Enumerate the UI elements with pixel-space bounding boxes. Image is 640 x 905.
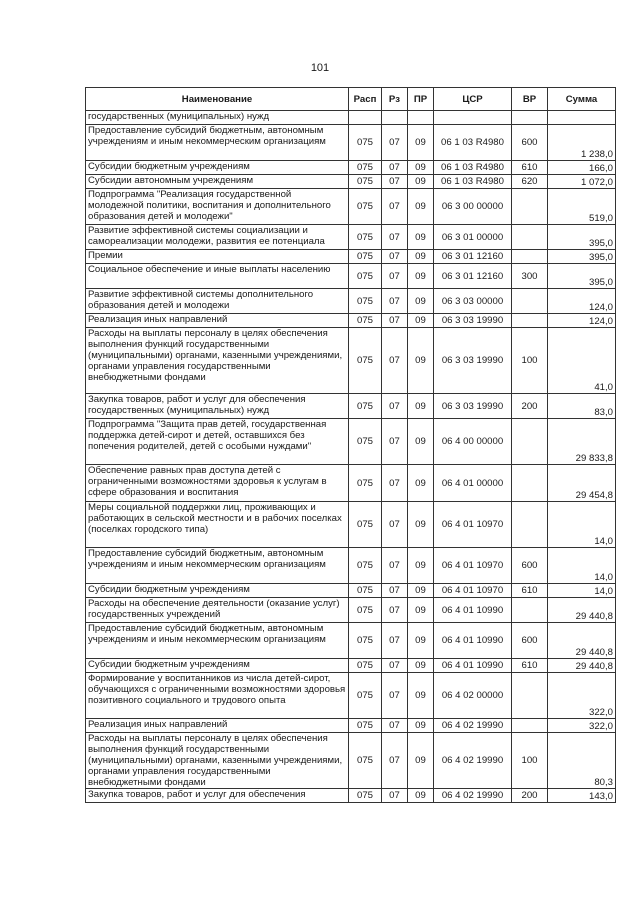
- cell-pr: 09: [408, 623, 434, 659]
- cell-rz: 07: [382, 548, 408, 584]
- cell-csr: 06 4 02 19990: [434, 719, 512, 733]
- cell-rasp: 075: [349, 314, 382, 328]
- cell-name: Реализация иных направлений: [86, 719, 349, 733]
- cell-sum: 395,0: [548, 225, 616, 250]
- cell-sum: 80,3: [548, 733, 616, 789]
- cell-pr: 09: [408, 264, 434, 289]
- cell-rasp: [349, 111, 382, 125]
- cell-name: Развитие эффективной системы дополнительного образования детей и молодежи: [86, 289, 349, 314]
- cell-rz: 07: [382, 250, 408, 264]
- cell-rz: 07: [382, 789, 408, 803]
- cell-name: Реализация иных направлений: [86, 314, 349, 328]
- cell-csr: 06 1 03 R4980: [434, 175, 512, 189]
- header-rasp: Расп: [349, 88, 382, 111]
- cell-rz: 07: [382, 264, 408, 289]
- cell-csr: 06 4 02 00000: [434, 673, 512, 719]
- cell-csr: 06 4 01 00000: [434, 465, 512, 502]
- cell-vr: 600: [512, 548, 548, 584]
- cell-vr: 610: [512, 584, 548, 598]
- cell-vr: 200: [512, 789, 548, 803]
- cell-csr: 06 3 03 19990: [434, 314, 512, 328]
- table-row: [86, 189, 616, 225]
- cell-rasp: 075: [349, 175, 382, 189]
- cell-rasp: 075: [349, 584, 382, 598]
- cell-vr: 100: [512, 733, 548, 789]
- cell-vr: [512, 250, 548, 264]
- cell-vr: [512, 419, 548, 465]
- cell-sum: 519,0: [548, 189, 616, 225]
- cell-name: Предоставление субсидий бюджетным, автономным учреждениям и иным некоммерческим организациям: [86, 548, 349, 584]
- cell-rz: 07: [382, 673, 408, 719]
- cell-rz: 07: [382, 719, 408, 733]
- cell-csr: 06 4 01 10990: [434, 598, 512, 623]
- cell-sum: 395,0: [548, 250, 616, 264]
- cell-vr: [512, 719, 548, 733]
- cell-name: Субсидии бюджетным учреждениям: [86, 659, 349, 673]
- cell-rz: 07: [382, 584, 408, 598]
- table-row: [86, 673, 616, 719]
- cell-rasp: 075: [349, 161, 382, 175]
- cell-name: Предоставление субсидий бюджетным, автономным учреждениям и иным некоммерческим организациям: [86, 125, 349, 161]
- cell-pr: 09: [408, 419, 434, 465]
- cell-pr: 09: [408, 673, 434, 719]
- cell-vr: 620: [512, 175, 548, 189]
- cell-rasp: 075: [349, 733, 382, 789]
- cell-csr: 06 4 01 10970: [434, 548, 512, 584]
- cell-rz: 07: [382, 161, 408, 175]
- table-body: [86, 111, 616, 803]
- cell-vr: [512, 225, 548, 250]
- header-rz: Рз: [382, 88, 408, 111]
- cell-rasp: 075: [349, 789, 382, 803]
- cell-rz: 07: [382, 225, 408, 250]
- cell-rasp: 075: [349, 673, 382, 719]
- cell-csr: 06 4 01 10970: [434, 584, 512, 598]
- cell-rz: 07: [382, 733, 408, 789]
- table-row: [86, 125, 616, 161]
- cell-rz: 07: [382, 598, 408, 623]
- cell-sum: 41,0: [548, 328, 616, 394]
- cell-vr: [512, 314, 548, 328]
- cell-vr: [512, 289, 548, 314]
- cell-csr: 06 3 00 00000: [434, 189, 512, 225]
- cell-vr: [512, 598, 548, 623]
- cell-csr: 06 4 02 19990: [434, 789, 512, 803]
- cell-rasp: 075: [349, 189, 382, 225]
- cell-rz: 07: [382, 623, 408, 659]
- cell-rasp: 075: [349, 250, 382, 264]
- cell-vr: 610: [512, 161, 548, 175]
- cell-rasp: 075: [349, 548, 382, 584]
- cell-pr: 09: [408, 659, 434, 673]
- cell-pr: 09: [408, 314, 434, 328]
- table-row: [86, 394, 616, 419]
- cell-pr: 09: [408, 789, 434, 803]
- cell-rasp: 075: [349, 659, 382, 673]
- cell-name: Закупка товаров, работ и услуг для обеспечения государственных (муниципальных) нужд: [86, 394, 349, 419]
- table-header-row: [86, 88, 616, 111]
- cell-vr: 100: [512, 328, 548, 394]
- cell-name: Субсидии автономным учреждениям: [86, 175, 349, 189]
- cell-rz: 07: [382, 189, 408, 225]
- table-row: [86, 289, 616, 314]
- table-row: [86, 584, 616, 598]
- table-row: [86, 111, 616, 125]
- cell-rasp: 075: [349, 623, 382, 659]
- cell-rz: 07: [382, 328, 408, 394]
- cell-pr: 09: [408, 225, 434, 250]
- cell-rz: 07: [382, 419, 408, 465]
- cell-csr: 06 3 03 19990: [434, 394, 512, 419]
- table-row: [86, 264, 616, 289]
- cell-csr: 06 4 01 10970: [434, 502, 512, 548]
- cell-csr: 06 4 01 10990: [434, 659, 512, 673]
- cell-sum: 1 238,0: [548, 125, 616, 161]
- cell-vr: [512, 465, 548, 502]
- cell-pr: 09: [408, 548, 434, 584]
- table-row: [86, 175, 616, 189]
- cell-sum: 29 440,8: [548, 623, 616, 659]
- cell-sum: 166,0: [548, 161, 616, 175]
- table-row: [86, 161, 616, 175]
- cell-pr: 09: [408, 289, 434, 314]
- cell-pr: 09: [408, 328, 434, 394]
- cell-vr: [512, 111, 548, 125]
- cell-name: Развитие эффективной системы социализации и самореализации молодежи, развития ее потенциала: [86, 225, 349, 250]
- cell-csr: 06 3 01 12160: [434, 264, 512, 289]
- cell-pr: 09: [408, 125, 434, 161]
- cell-rasp: 075: [349, 502, 382, 548]
- cell-name: Закупка товаров, работ и услуг для обеспечения: [86, 789, 349, 803]
- cell-sum: 1 072,0: [548, 175, 616, 189]
- cell-sum: 83,0: [548, 394, 616, 419]
- cell-vr: 600: [512, 623, 548, 659]
- cell-pr: 09: [408, 250, 434, 264]
- cell-csr: 06 1 03 R4980: [434, 161, 512, 175]
- cell-rasp: 075: [349, 719, 382, 733]
- cell-rasp: 075: [349, 125, 382, 161]
- cell-pr: 09: [408, 584, 434, 598]
- cell-csr: [434, 111, 512, 125]
- cell-pr: 09: [408, 189, 434, 225]
- cell-name: Обеспечение равных прав доступа детей с ограниченными возможностями здоровья к услугам в сфере образования и воспитания: [86, 465, 349, 502]
- cell-vr: 600: [512, 125, 548, 161]
- cell-pr: 09: [408, 733, 434, 789]
- cell-csr: 06 4 00 00000: [434, 419, 512, 465]
- table-row: [86, 598, 616, 623]
- cell-vr: 200: [512, 394, 548, 419]
- cell-sum: 124,0: [548, 289, 616, 314]
- cell-csr: 06 1 03 R4980: [434, 125, 512, 161]
- cell-vr: 610: [512, 659, 548, 673]
- cell-pr: 09: [408, 394, 434, 419]
- header-sum: Сумма: [548, 88, 616, 111]
- cell-sum: 14,0: [548, 502, 616, 548]
- cell-rz: 07: [382, 394, 408, 419]
- table-row: [86, 250, 616, 264]
- table-row: [86, 623, 616, 659]
- cell-pr: 09: [408, 465, 434, 502]
- table-row: [86, 789, 616, 803]
- table-row: [86, 733, 616, 789]
- cell-sum: 395,0: [548, 264, 616, 289]
- cell-vr: [512, 189, 548, 225]
- cell-rasp: 075: [349, 394, 382, 419]
- cell-rz: 07: [382, 175, 408, 189]
- cell-csr: 06 3 03 00000: [434, 289, 512, 314]
- budget-table: [85, 87, 616, 803]
- table-row: [86, 419, 616, 465]
- cell-csr: 06 4 01 10990: [434, 623, 512, 659]
- cell-name: Расходы на обеспечение деятельности (оказание услуг) государственных учреждений: [86, 598, 349, 623]
- cell-sum: 29 440,8: [548, 659, 616, 673]
- cell-sum: 29 454,8: [548, 465, 616, 502]
- cell-name: Подпрограмма "Защита прав детей, государственная поддержка детей-сирот и детей, оставшихся без попечения родителей, детей с особыми нуждами": [86, 419, 349, 465]
- cell-name: Предоставление субсидий бюджетным, автономным учреждениям и иным некоммерческим организациям: [86, 623, 349, 659]
- cell-sum: 124,0: [548, 314, 616, 328]
- cell-pr: [408, 111, 434, 125]
- cell-pr: 09: [408, 161, 434, 175]
- table-row: [86, 225, 616, 250]
- cell-name: Меры социальной поддержки лиц, проживающих и работающих в сельской местности и в рабочих поселках (поселках городского типа): [86, 502, 349, 548]
- cell-sum: 14,0: [548, 548, 616, 584]
- cell-sum: 29 833,8: [548, 419, 616, 465]
- cell-vr: [512, 673, 548, 719]
- table-row: [86, 314, 616, 328]
- table-row: [86, 465, 616, 502]
- cell-name: Субсидии бюджетным учреждениям: [86, 584, 349, 598]
- table-row: [86, 328, 616, 394]
- cell-name: Расходы на выплаты персоналу в целях обеспечения выполнения функций государственными (муниципальными) органами, казенными учреждениями, органами управления государственными внебюджетными фондами: [86, 328, 349, 394]
- header-csr: ЦСР: [434, 88, 512, 111]
- cell-pr: 09: [408, 598, 434, 623]
- header-pr: ПР: [408, 88, 434, 111]
- cell-rasp: 075: [349, 419, 382, 465]
- cell-sum: 322,0: [548, 673, 616, 719]
- cell-rz: 07: [382, 289, 408, 314]
- cell-sum: 14,0: [548, 584, 616, 598]
- cell-rz: 07: [382, 659, 408, 673]
- cell-rasp: 075: [349, 225, 382, 250]
- header-vr: ВР: [512, 88, 548, 111]
- cell-rasp: 075: [349, 598, 382, 623]
- cell-pr: 09: [408, 175, 434, 189]
- cell-rz: 07: [382, 314, 408, 328]
- cell-name: Подпрограмма "Реализация государственной молодежной политики, воспитания и дополнительного образования детей и молодежи": [86, 189, 349, 225]
- cell-name: Социальное обеспечение и иные выплаты населению: [86, 264, 349, 289]
- cell-pr: 09: [408, 719, 434, 733]
- cell-rasp: 075: [349, 328, 382, 394]
- cell-sum: 322,0: [548, 719, 616, 733]
- cell-rz: 07: [382, 465, 408, 502]
- table-row: [86, 502, 616, 548]
- cell-sum: [548, 111, 616, 125]
- cell-rz: 07: [382, 502, 408, 548]
- cell-name: Расходы на выплаты персоналу в целях обеспечения выполнения функций государственными (муниципальными) органами, казенными учреждениями, органами управления государственными внебюджетными фондами: [86, 733, 349, 789]
- table-row: [86, 659, 616, 673]
- cell-rasp: 075: [349, 264, 382, 289]
- cell-rasp: 075: [349, 465, 382, 502]
- cell-vr: [512, 502, 548, 548]
- cell-name: Формирование у воспитанников из числа детей-сирот, обучающихся с ограниченными возможностями здоровья позитивного социального и трудового опыта: [86, 673, 349, 719]
- cell-sum: 29 440,8: [548, 598, 616, 623]
- page-number: 101: [310, 62, 330, 74]
- cell-rz: 07: [382, 125, 408, 161]
- cell-sum: 143,0: [548, 789, 616, 803]
- cell-csr: 06 4 02 19990: [434, 733, 512, 789]
- cell-name: Премии: [86, 250, 349, 264]
- cell-rasp: 075: [349, 289, 382, 314]
- table-row: [86, 719, 616, 733]
- table-row: [86, 548, 616, 584]
- cell-csr: 06 3 01 00000: [434, 225, 512, 250]
- cell-csr: 06 3 03 19990: [434, 328, 512, 394]
- cell-name: государственных (муниципальных) нужд: [86, 111, 349, 125]
- cell-rz: [382, 111, 408, 125]
- cell-vr: 300: [512, 264, 548, 289]
- cell-pr: 09: [408, 502, 434, 548]
- cell-csr: 06 3 01 12160: [434, 250, 512, 264]
- header-name: Наименование: [86, 88, 349, 111]
- cell-name: Субсидии бюджетным учреждениям: [86, 161, 349, 175]
